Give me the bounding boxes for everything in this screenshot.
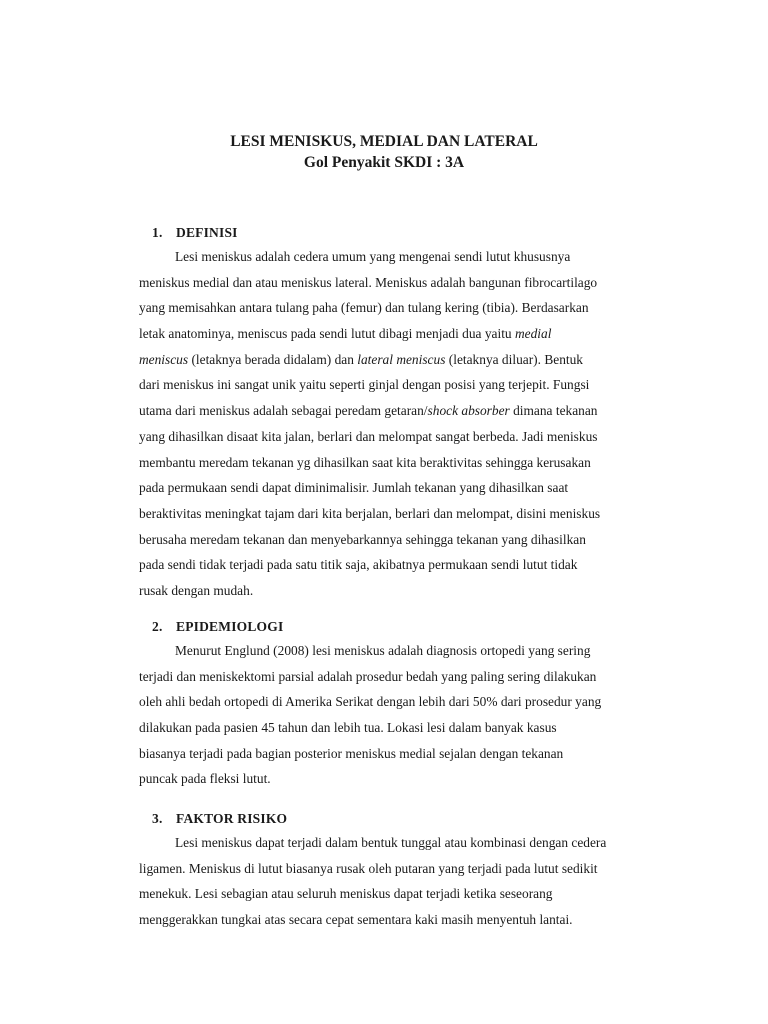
section-epidemiologi xyxy=(139,617,674,792)
paragraph-line: berusaha meredam tekanan dan menyebarkannya sehingga tekanan yang dihasilkan xyxy=(139,531,586,547)
section-number: 2. xyxy=(152,619,163,634)
paragraph-line: Menurut Englund (2008) lesi meniskus adalah diagnosis ortopedi yang sering xyxy=(175,643,591,658)
paragraph-line: membantu meredam tekanan yg dihasilkan saat kita beraktivitas sehingga kerusakan xyxy=(139,454,591,470)
paragraph-line: menekuk. Lesi sebagian atau seluruh meniskus dapat terjadi ketika seseorang xyxy=(139,886,553,902)
paragraph-line: puncak pada fleksi lutut. xyxy=(139,771,271,787)
section-number: 1. xyxy=(152,225,163,240)
section-heading xyxy=(139,617,674,637)
section-title: FAKTOR RISIKO xyxy=(176,811,288,826)
paragraph-line xyxy=(139,398,674,424)
italic-term: lateral meniscus xyxy=(357,351,446,367)
text-run: utama dari meniskus adalah sebagai peredam getaran/ xyxy=(139,403,428,419)
paragraph-line: dari meniskus ini sangat unik yaitu seperti ginjal dengan posisi yang terjepit. Fungsi xyxy=(139,377,590,393)
section-paragraph xyxy=(139,830,674,933)
paragraph-line: terjadi dan meniskektomi parsial adalah prosedur bedah yang paling sering dilakukan xyxy=(139,668,597,684)
paragraph-line: beraktivitas meningkat tajam dari kita berjalan, berlari dan melompat, disini meniskus xyxy=(139,505,601,521)
text-run: dimana tekanan xyxy=(509,403,598,419)
section-title: DEFINISI xyxy=(176,225,238,240)
text-run: (letaknya berada didalam) dan xyxy=(188,351,358,367)
paragraph-line: pada permukaan sendi dapat diminimalisir. Jumlah tekanan yang dihasilkan saat xyxy=(139,480,569,496)
paragraph-line: ligamen. Meniskus di lutut biasanya rusak oleh putaran yang terjadi pada lutut sedikit xyxy=(139,860,598,876)
section-paragraph xyxy=(139,244,674,604)
section-title: EPIDEMIOLOGI xyxy=(176,619,284,634)
paragraph-line xyxy=(139,347,674,373)
paragraph-line: yang dihasilkan disaat kita jalan, berlari dan melompat sangat berbeda. Jadi meniskus xyxy=(139,428,598,444)
paragraph-line: oleh ahli bedah ortopedi di Amerika Serikat dengan lebih dari 50% dari prosedur yang xyxy=(139,694,602,710)
paragraph-line: Lesi meniskus dapat terjadi dalam bentuk tunggal atau kombinasi dengan cedera xyxy=(175,835,607,850)
text-run: letak anatominya, meniscus pada sendi lutut dibagi menjadi dua yaitu xyxy=(139,326,515,342)
italic-term: shock absorber xyxy=(427,403,510,419)
paragraph-line: menggerakkan tungkai atas secara cepat sementara kaki masih menyentuh lantai. xyxy=(139,912,573,928)
italic-term: meniscus xyxy=(139,351,189,367)
text-run: (letaknya diluar). Bentuk xyxy=(445,351,584,367)
paragraph-line: Lesi meniskus adalah cedera umum yang mengenai sendi lutut khususnya xyxy=(175,249,571,264)
section-paragraph xyxy=(139,638,674,792)
paragraph-line xyxy=(139,321,674,347)
document-title: LESI MENISKUS, MEDIAL DAN LATERAL xyxy=(230,133,538,150)
paragraph-line: meniskus medial dan atau meniskus lateral. Meniskus adalah bangunan fibrocartilago xyxy=(139,274,598,290)
paragraph-line: dilakukan pada pasien 45 tahun dan lebih tua. Lokasi lesi dalam banyak kasus xyxy=(139,720,557,736)
paragraph-line: pada sendi tidak terjadi pada satu titik saja, akibatnya permukaan sendi lutut tidak xyxy=(139,557,578,573)
paragraph-line: rusak dengan mudah. xyxy=(139,582,254,598)
section-heading xyxy=(139,809,674,829)
title-block xyxy=(0,131,768,173)
paragraph-line: yang memisahkan antara tulang paha (femur) dan tulang kering (tibia). Berdasarkan xyxy=(139,300,589,316)
document-subtitle: Gol Penyakit SKDI : 3A xyxy=(303,154,465,171)
italic-term: medial xyxy=(514,326,552,342)
section-number: 3. xyxy=(152,811,163,826)
section-faktor-risiko xyxy=(139,809,674,933)
section-definisi xyxy=(139,223,674,604)
paragraph-line: biasanya terjadi pada bagian posterior meniskus medial sejalan dengan tekanan xyxy=(139,745,564,761)
section-heading xyxy=(139,223,674,243)
